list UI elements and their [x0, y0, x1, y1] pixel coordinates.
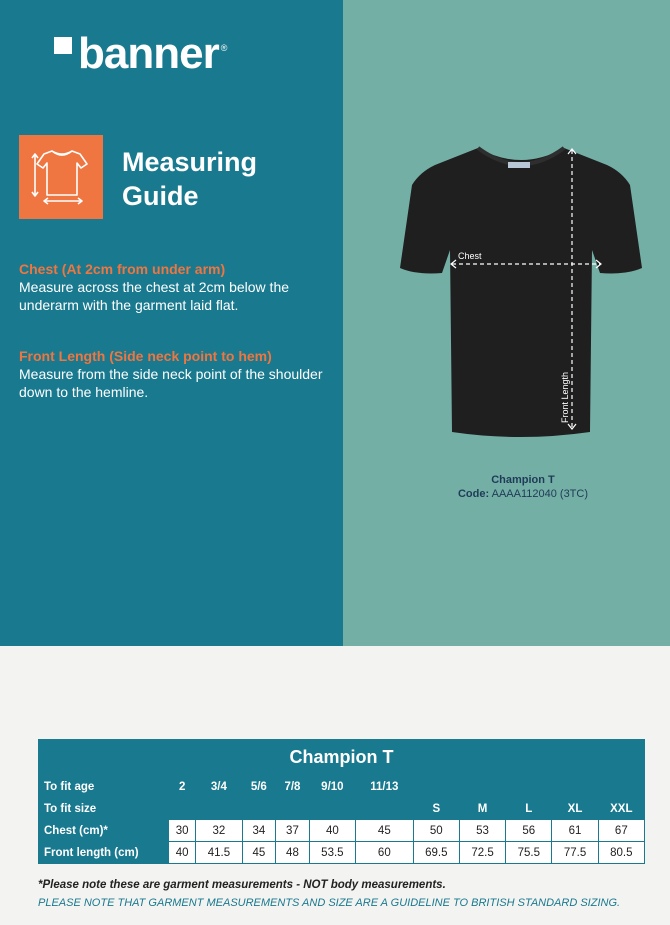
table-title: Champion T [39, 740, 645, 776]
table-cell: 67 [598, 820, 644, 842]
title-line-2: Guide [122, 181, 199, 211]
table-cell: 3/4 [196, 776, 242, 798]
left-panel [0, 0, 343, 646]
table-cell: 9/10 [309, 776, 355, 798]
table-cell: S [413, 798, 459, 820]
table-cell: L [506, 798, 552, 820]
table-cell: 32 [196, 820, 242, 842]
table-row-size [39, 798, 645, 820]
table-cell: 34 [242, 820, 276, 842]
chest-text: Measure across the chest at 2cm below the underarm with the garment laid flat. [19, 279, 290, 313]
product-name: Champion T [491, 474, 555, 486]
table-cell: 50 [413, 820, 459, 842]
product-code-label: Code: [457, 488, 490, 500]
table-cell [598, 776, 644, 798]
row-label: Chest (cm)* [39, 820, 169, 842]
table-cell: 53.5 [309, 842, 355, 864]
garment-note: *Please note these are garment measurements - NOT body measurements. [38, 879, 446, 891]
table-cell: 77.5 [552, 842, 598, 864]
table-cell [459, 776, 505, 798]
table-cell: 37 [276, 820, 310, 842]
table-cell: 11/13 [356, 776, 414, 798]
table-cell: 30 [169, 820, 196, 842]
table-cell [242, 798, 276, 820]
logo-square-icon [54, 37, 72, 54]
table-cell [169, 798, 196, 820]
table-cell [413, 776, 459, 798]
table-cell: 41.5 [196, 842, 242, 864]
table-cell [356, 798, 414, 820]
table-cell: 69.5 [413, 842, 459, 864]
table-cell: 80.5 [598, 842, 644, 864]
sizing-guideline-note: PLEASE NOTE THAT GARMENT MEASUREMENTS AND SIZE ARE A GUIDELINE TO BRITISH STANDARD SIZING. [38, 897, 621, 909]
table-cell: 56 [506, 820, 552, 842]
table-cell: M [459, 798, 505, 820]
table-cell: 72.5 [459, 842, 505, 864]
chest-heading: Chest (At 2cm from under arm) [19, 261, 226, 277]
banner-logo [54, 30, 227, 78]
row-label: Front length (cm) [39, 842, 169, 864]
table-cell: 45 [242, 842, 276, 864]
table-cell [309, 798, 355, 820]
table-cell: 40 [169, 842, 196, 864]
row-label: To fit size [39, 798, 169, 820]
length-heading: Front Length (Side neck point to hem) [19, 348, 272, 364]
table-cell: XXL [598, 798, 644, 820]
table-cell: 2 [169, 776, 196, 798]
logo-registered-mark: ® [220, 43, 228, 53]
table-row-chest [39, 820, 645, 842]
tshirt-image [390, 140, 650, 440]
length-text: Measure from the side neck point of the shoulder down to the hemline. [19, 366, 323, 400]
tshirt-measure-icon [19, 135, 103, 219]
table-cell: XL [552, 798, 598, 820]
product-code: AAAA112040 (3TC) [491, 488, 589, 500]
page-title [122, 145, 257, 213]
row-label: To fit age [39, 776, 169, 798]
size-table [38, 739, 645, 864]
table-cell [276, 798, 310, 820]
logo-text: banner [78, 29, 219, 78]
table-cell [196, 798, 242, 820]
table-cell: 5/6 [242, 776, 276, 798]
length-figure-label: Front Length [560, 371, 570, 423]
table-row-length [39, 842, 645, 864]
length-instruction [19, 347, 329, 401]
chest-figure-label: Chest [458, 251, 482, 261]
table-cell: 7/8 [276, 776, 310, 798]
table-cell: 60 [356, 842, 414, 864]
table-row-age [39, 776, 645, 798]
chest-instruction [19, 260, 329, 314]
table-cell [506, 776, 552, 798]
table-cell: 40 [309, 820, 355, 842]
table-cell: 48 [276, 842, 310, 864]
table-cell [552, 776, 598, 798]
table-cell: 45 [356, 820, 414, 842]
table-cell: 53 [459, 820, 505, 842]
table-cell: 61 [552, 820, 598, 842]
title-line-1: Measuring [122, 147, 258, 177]
table-cell: 75.5 [506, 842, 552, 864]
product-caption [420, 473, 626, 501]
